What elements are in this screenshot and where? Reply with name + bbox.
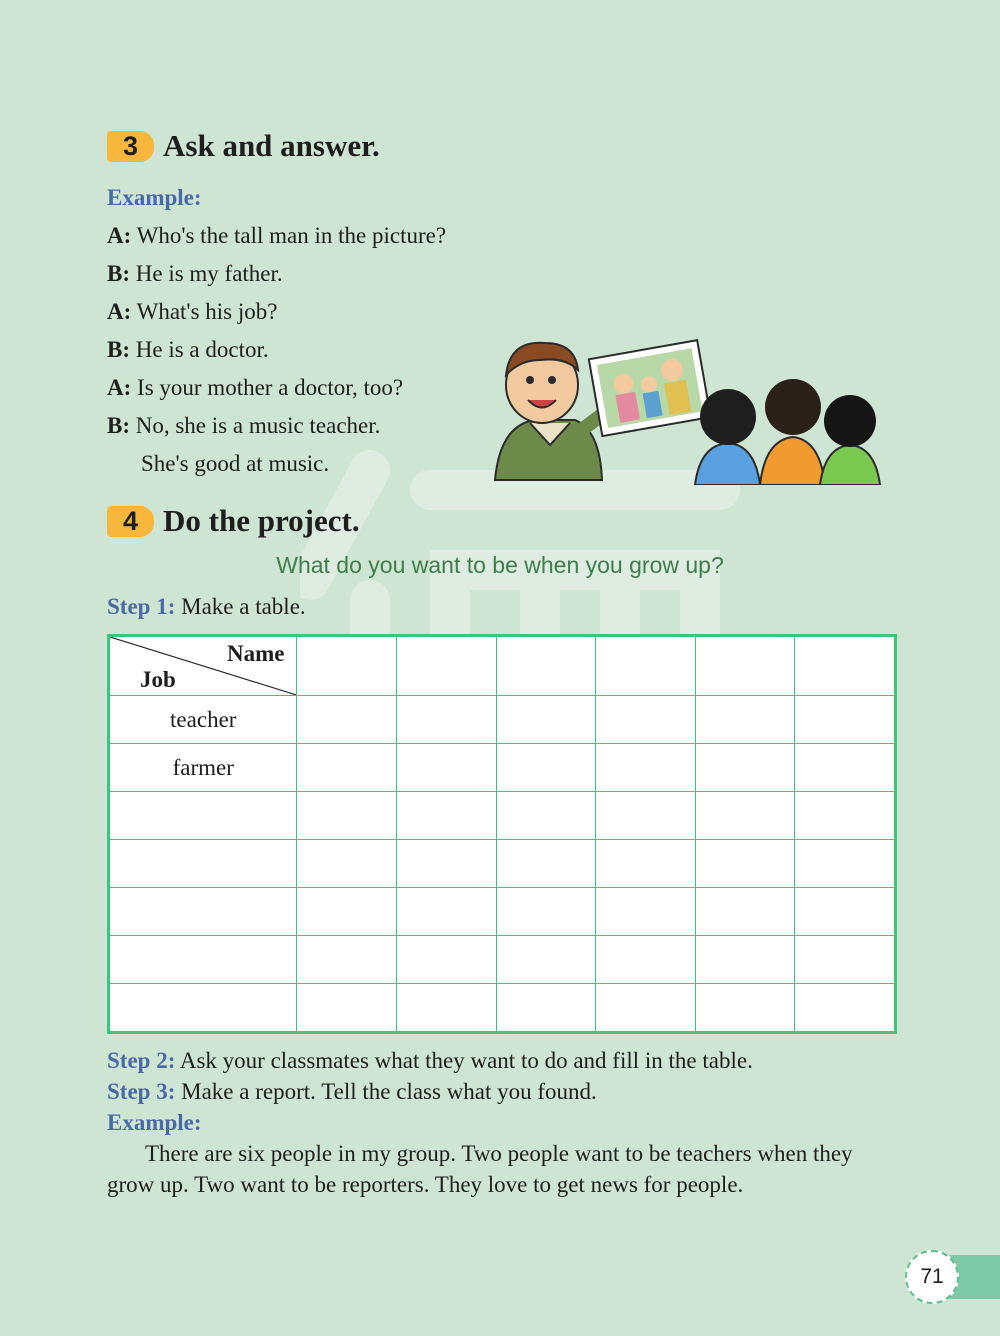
table-row [109, 840, 896, 888]
job-cell[interactable] [109, 984, 297, 1033]
dialogue-text: Who's the tall man in the picture? [136, 223, 447, 248]
table-cell[interactable] [695, 636, 795, 696]
dialogue-line [107, 374, 403, 402]
table-cell[interactable] [596, 840, 696, 888]
dialogue-line [107, 222, 446, 250]
table-row [109, 984, 896, 1033]
table-cell[interactable] [397, 936, 497, 984]
table-cell[interactable] [695, 936, 795, 984]
table-cell[interactable] [496, 636, 596, 696]
table-cell[interactable] [397, 840, 497, 888]
speaker-label: B: [107, 261, 130, 286]
table-cell[interactable] [596, 744, 696, 792]
table-cell[interactable] [795, 984, 896, 1033]
table-cell[interactable] [795, 792, 896, 840]
section-title: Do the project. [163, 503, 360, 538]
table-cell[interactable] [695, 984, 795, 1033]
table-cell[interactable] [596, 936, 696, 984]
table-cell[interactable] [695, 696, 795, 744]
table-cell[interactable] [397, 792, 497, 840]
table-cell[interactable] [795, 636, 896, 696]
table-cell[interactable] [397, 888, 497, 936]
table-cell[interactable] [496, 792, 596, 840]
table-cell[interactable] [695, 744, 795, 792]
dialogue-text: What's his job? [136, 299, 278, 324]
dialogue-text: He is my father. [135, 261, 283, 286]
table-cell[interactable] [596, 696, 696, 744]
table-cell[interactable] [596, 636, 696, 696]
table-cell[interactable] [695, 792, 795, 840]
table-cell[interactable] [297, 888, 397, 936]
table-cell[interactable] [496, 984, 596, 1033]
table-cell[interactable] [496, 744, 596, 792]
table-cell[interactable] [795, 840, 896, 888]
table-row [109, 792, 896, 840]
illustration-man-showing-photo [490, 335, 900, 485]
table-row [109, 888, 896, 936]
speaker-label: B: [107, 413, 130, 438]
table-corner-header [109, 636, 297, 696]
section-number-badge: 3 [107, 131, 154, 162]
dialogue-text: Is your mother a doctor, too? [137, 375, 404, 400]
section-number-badge: 4 [107, 506, 154, 537]
project-question: What do you want to be when you grow up? [276, 552, 724, 578]
table-cell[interactable] [297, 696, 397, 744]
job-cell[interactable] [109, 936, 297, 984]
table-cell[interactable] [297, 936, 397, 984]
report-example-text: There are six people in my group. Two people want to be teachers when they grow up. Two want to be reporters. They love to get news for people. [107, 1141, 853, 1197]
job-cell[interactable] [109, 888, 297, 936]
table-cell[interactable] [397, 696, 497, 744]
dialogue-line [107, 412, 380, 440]
step-label: Step 2: [107, 1048, 176, 1073]
speaker-label: B: [107, 337, 130, 362]
table-cell[interactable] [297, 984, 397, 1033]
table-cell[interactable] [397, 744, 497, 792]
step-label: Step 1: [107, 594, 176, 619]
table-cell[interactable] [297, 840, 397, 888]
table-cell[interactable] [297, 744, 397, 792]
table-header-row [109, 636, 896, 696]
dialogue-line [107, 336, 269, 364]
table-cell[interactable] [795, 888, 896, 936]
step-2 [107, 1047, 753, 1075]
table-cell[interactable] [596, 792, 696, 840]
header-name: Name [227, 641, 285, 666]
dialogue-text: He is a doctor. [135, 337, 269, 362]
speaker-label: A: [107, 223, 132, 248]
table-cell[interactable] [596, 888, 696, 936]
header-job: Job [140, 667, 176, 692]
job-cell[interactable] [109, 792, 297, 840]
page-number: 71 [905, 1250, 959, 1304]
table-cell[interactable] [397, 636, 497, 696]
table-cell[interactable] [695, 840, 795, 888]
section-title: Ask and answer. [163, 128, 380, 163]
job-cell: teacher [109, 696, 297, 744]
table-cell[interactable] [397, 984, 497, 1033]
table-cell[interactable] [795, 936, 896, 984]
table-cell[interactable] [496, 840, 596, 888]
table-cell[interactable] [496, 936, 596, 984]
speaker-label: A: [107, 299, 132, 324]
table-cell[interactable] [596, 984, 696, 1033]
job-cell: farmer [109, 744, 297, 792]
speaker-label: A: [107, 375, 132, 400]
report-example-label: Example: [107, 1110, 202, 1135]
table-cell[interactable] [297, 792, 397, 840]
table-cell[interactable] [496, 696, 596, 744]
step-text: Make a report. Tell the class what you found. [181, 1079, 597, 1104]
table-row [109, 696, 896, 744]
table-cell[interactable] [795, 744, 896, 792]
table-row [109, 936, 896, 984]
step-3 [107, 1078, 597, 1106]
example-label: Example: [107, 185, 202, 210]
dialogue-text: No, she is a music teacher. [135, 413, 381, 438]
table-cell[interactable] [496, 888, 596, 936]
step-1 [107, 593, 306, 621]
step-label: Step 3: [107, 1079, 176, 1104]
dialogue-line [107, 298, 277, 326]
dialogue-line [107, 260, 283, 288]
table-row [109, 744, 896, 792]
job-cell[interactable] [109, 840, 297, 888]
table-cell[interactable] [297, 636, 397, 696]
survey-table [107, 634, 897, 1032]
table-cell[interactable] [795, 696, 896, 744]
section-3-heading [107, 128, 380, 164]
section-4-heading [107, 503, 360, 539]
step-text: Ask your classmates what they want to do and fill in the table. [179, 1048, 753, 1073]
table-cell[interactable] [695, 888, 795, 936]
dialogue-line [141, 450, 329, 478]
step-text: Make a table. [181, 594, 306, 619]
dialogue-text: She's good at music. [141, 451, 330, 476]
